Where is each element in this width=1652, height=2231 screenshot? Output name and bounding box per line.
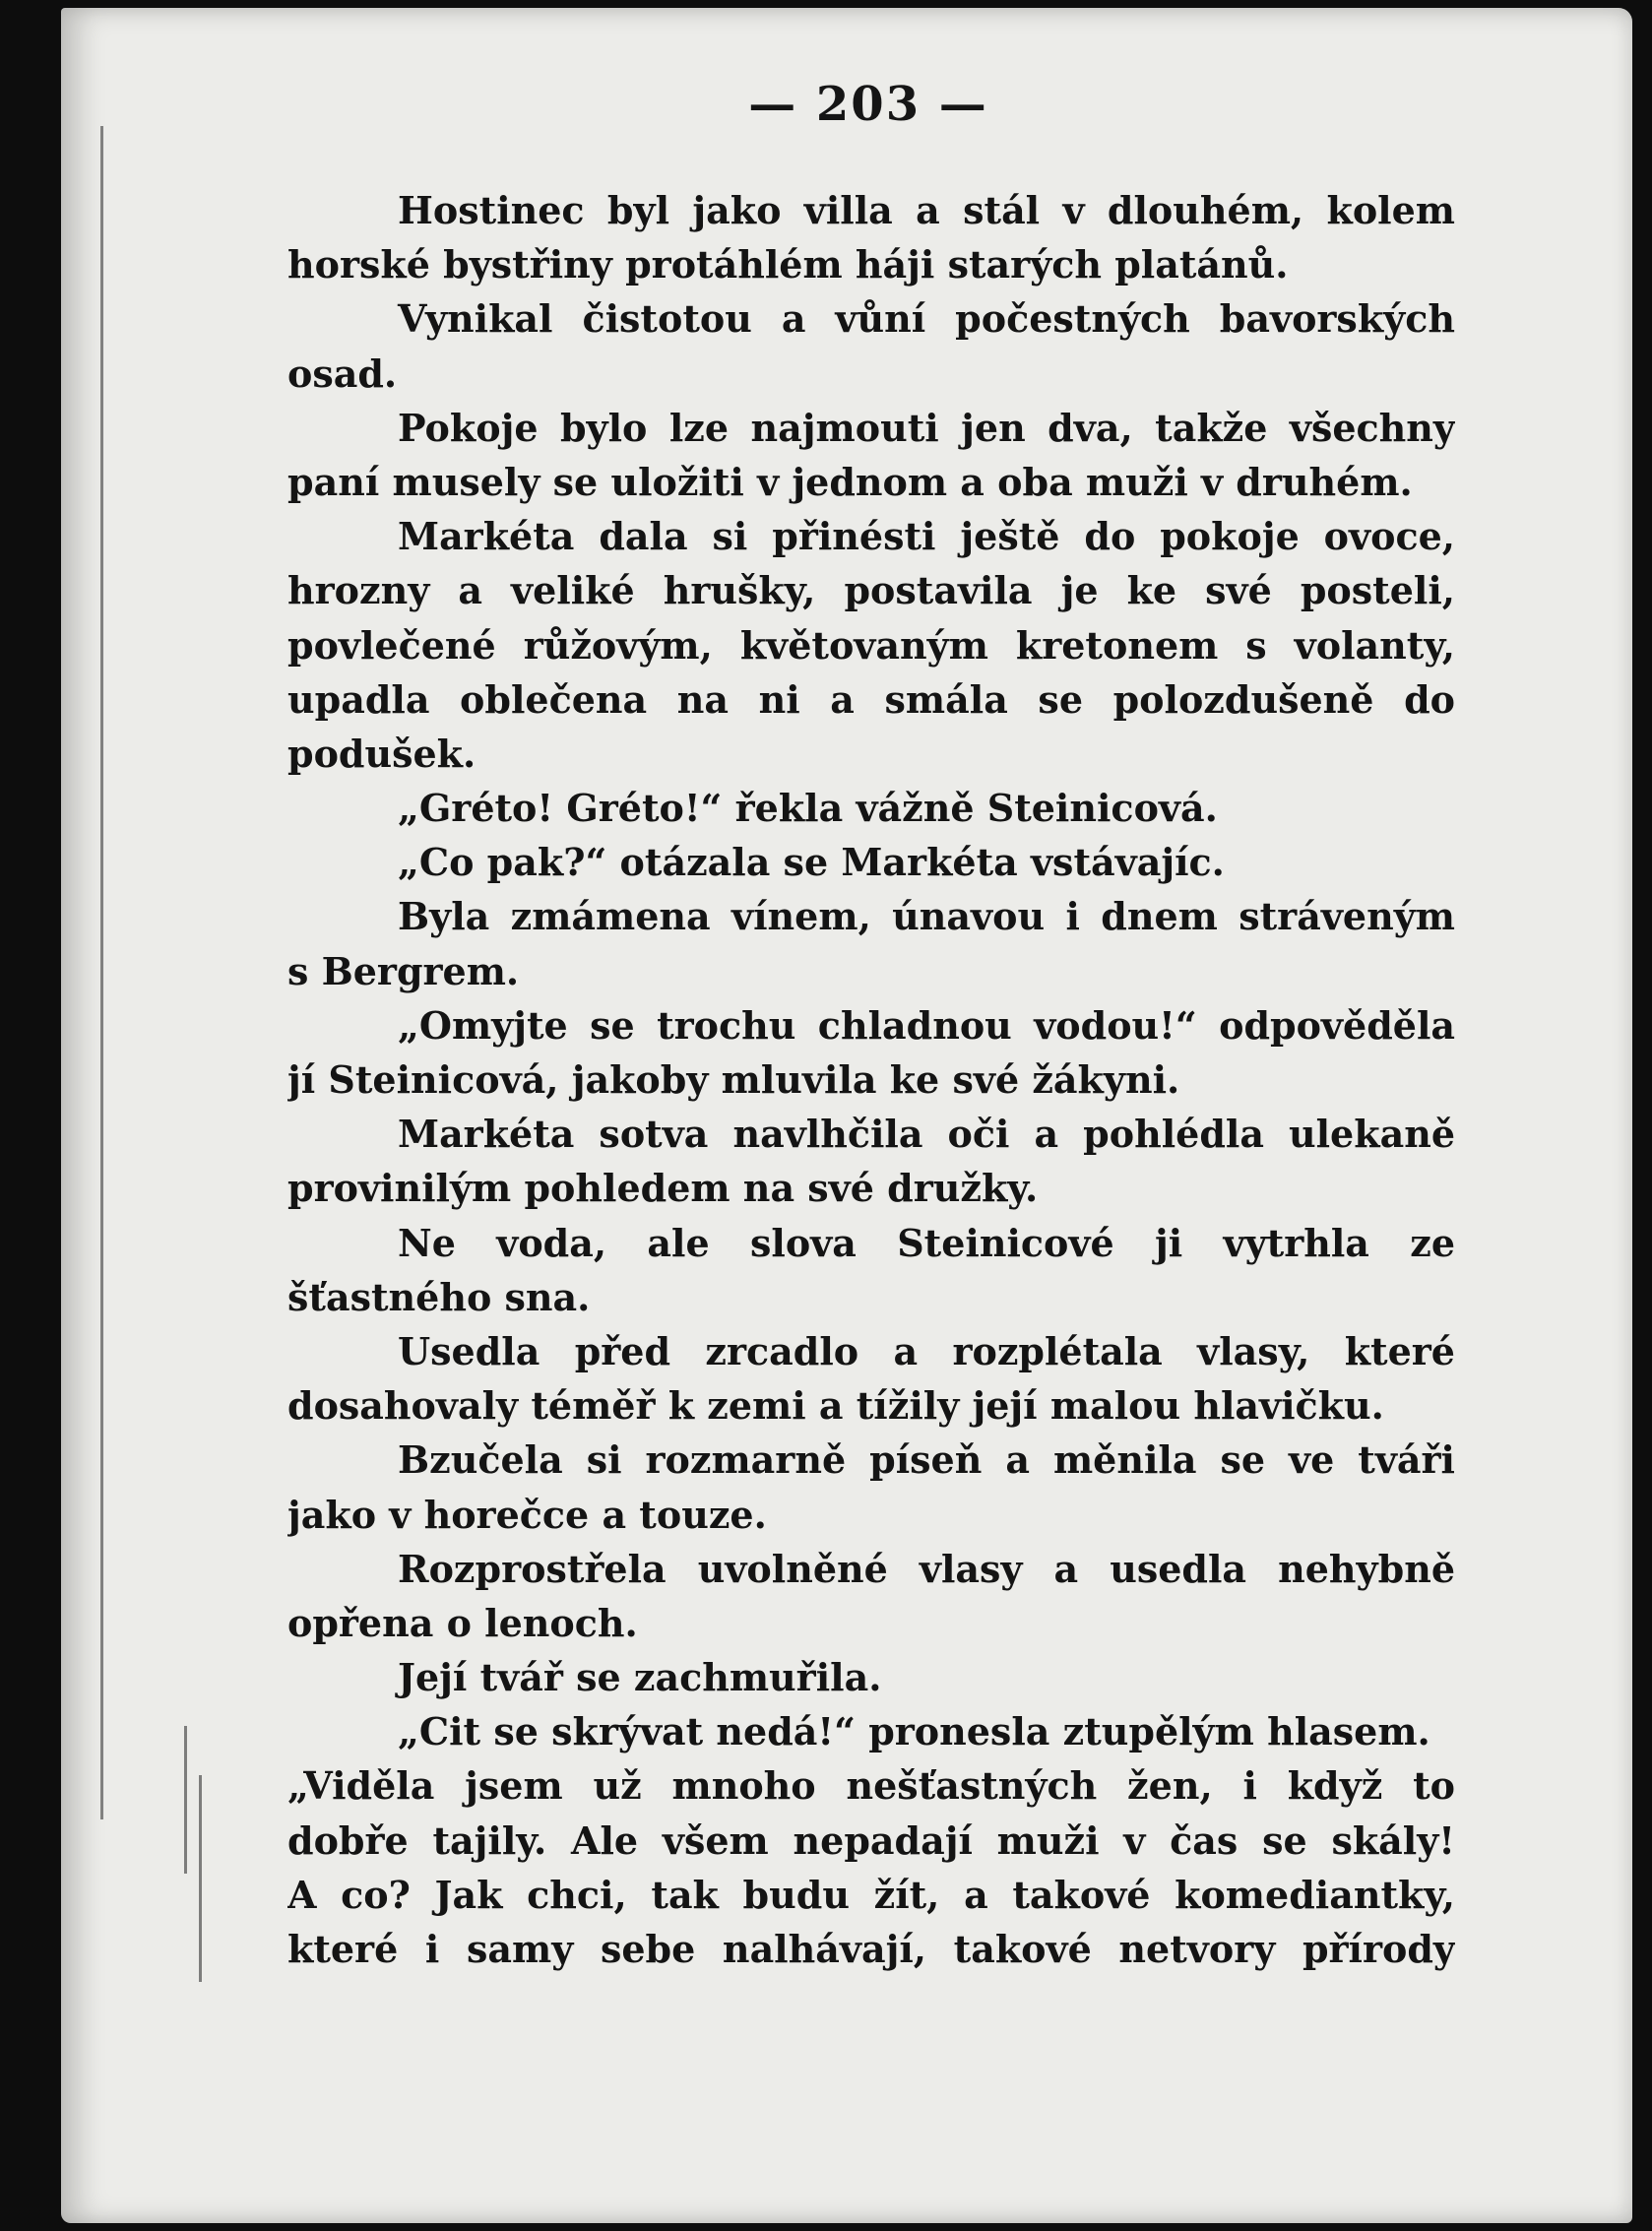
body-text [287, 183, 1455, 1976]
text-line: Pokoje bylo lze najmouti jen dva, takže všechny [398, 405, 1455, 450]
text-line: šťastného sna. [287, 1274, 591, 1319]
text-line: jí Steinicová, jakoby mluvila ke své žákyni. [287, 1057, 1180, 1102]
margin-pencil-mark [184, 1726, 187, 1874]
text-line: Ne voda, ale slova Steinicové ji vytrhla ze [398, 1220, 1455, 1265]
text-line: Bzučela si rozmarně píseň a měnila se ve tváři [398, 1437, 1455, 1483]
text-line: hrozny a veliké hrušky, postavila je ke své posteli, [287, 568, 1455, 613]
margin-pencil-mark [199, 1775, 202, 1982]
text-line: povlečené růžovým, květovaným kretonem s volanty, [287, 622, 1455, 668]
text-line: Markéta sotva navlhčila oči a pohlédla ulekaně [398, 1112, 1455, 1157]
binding-gutter-line [100, 126, 103, 1819]
page-number: — 203 — [748, 77, 988, 132]
text-line: jako v horečce a touze. [287, 1492, 767, 1537]
text-line: Vynikal čistotou a vůní počestných bavorských [398, 296, 1455, 342]
text-line: dobře tajily. Ale všem nepadají muži v čas se skály! [287, 1817, 1455, 1863]
text-line: Byla zmámena vínem, únavou i dnem stráveným [398, 894, 1455, 939]
text-line: Markéta dala si přinésti ještě do pokoje ovoce, [398, 514, 1455, 559]
text-line: horské bystřiny protáhlém háji starých platánů. [287, 242, 1289, 287]
text-line: Její tvář se zachmuřila. [398, 1655, 882, 1700]
book-page [61, 8, 1632, 2223]
text-line: paní musely se uložiti v jednom a oba muži v druhém. [287, 459, 1413, 504]
text-line: A co? Jak chci, tak budu žít, a takové komediantky, [287, 1872, 1455, 1917]
text-line: „Co pak?“ otázala se Markéta vstávajíc. [398, 840, 1225, 885]
text-line: „Cit se skrývat nedá!“ pronesla ztupělým hlasem. [398, 1709, 1430, 1754]
text-line: Usedla před zrcadlo a rozplétala vlasy, které [398, 1328, 1455, 1373]
text-line: upadla oblečena na ni a smála se polozdušeně do [287, 676, 1455, 722]
text-line: s Bergrem. [287, 948, 520, 993]
text-line: provinilým pohledem na své družky. [287, 1166, 1039, 1211]
text-line: dosahovaly téměř k zemi a tížily její malou hlavičku. [287, 1383, 1384, 1429]
text-line: Hostinec byl jako villa a stál v dlouhém, kolem [398, 188, 1455, 232]
text-line: které i samy sebe nalhávají, takové netvory přírody [287, 1927, 1455, 1971]
text-line: osad. [287, 351, 398, 396]
text-line: „Viděla jsem už mnoho nešťastných žen, i když to [287, 1763, 1455, 1809]
text-line: Rozprostřela uvolněné vlasy a usedla nehybně [398, 1546, 1455, 1591]
text-line: opřena o lenoch. [287, 1600, 638, 1645]
text-line: „Gréto! Gréto!“ řekla vážně Steinicová. [398, 786, 1218, 831]
text-line: „Omyjte se trochu chladnou vodou!“ odpověděla [398, 1002, 1455, 1048]
text-line: podušek. [287, 731, 477, 776]
